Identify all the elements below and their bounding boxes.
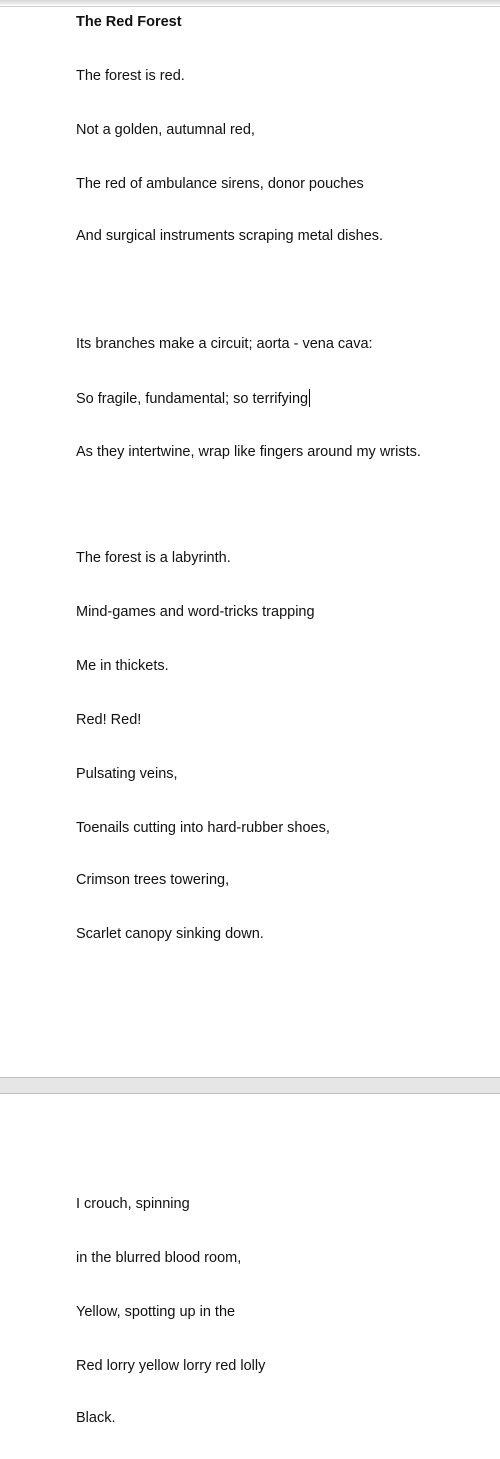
poem-line: Its branches make a circuit; aorta - vena cava: bbox=[76, 336, 373, 352]
poem-line: Toenails cutting into hard-rubber shoes, bbox=[76, 820, 330, 836]
poem-line: Yellow, spotting up in the bbox=[76, 1304, 236, 1320]
poem-line: Scarlet canopy sinking down. bbox=[76, 926, 264, 942]
poem-line: The forest is a labyrinth. bbox=[76, 550, 231, 566]
poem-line-with-cursor bbox=[76, 389, 310, 408]
poem-line: The red of ambulance sirens, donor pouches bbox=[76, 176, 364, 192]
poem-line: I crouch, spinning bbox=[76, 1196, 190, 1212]
poem-title: The Red Forest bbox=[76, 14, 182, 30]
poem-line-text: So fragile, fundamental; so terrifying bbox=[76, 391, 309, 407]
poem-line: Mind-games and word-tricks trapping bbox=[76, 604, 315, 620]
poem-line: Me in thickets. bbox=[76, 658, 169, 674]
poem-line: As they intertwine, wrap like fingers around my wrists. bbox=[76, 444, 421, 460]
page-top-edge bbox=[0, 0, 500, 7]
poem-line: Red! Red! bbox=[76, 712, 142, 728]
text-cursor bbox=[309, 389, 310, 407]
poem-line: And surgical instruments scraping metal dishes. bbox=[76, 228, 384, 244]
poem-line: Pulsating veins, bbox=[76, 766, 178, 782]
poem-line: Crimson trees towering, bbox=[76, 872, 230, 888]
poem-line: in the blurred blood room, bbox=[76, 1250, 242, 1266]
page-break bbox=[0, 1077, 500, 1094]
poem-line: The forest is red. bbox=[76, 68, 185, 84]
poem-line: Red lorry yellow lorry red lolly bbox=[76, 1358, 266, 1374]
poem-line: Black. bbox=[76, 1410, 116, 1426]
poem-line: Not a golden, autumnal red, bbox=[76, 122, 255, 138]
